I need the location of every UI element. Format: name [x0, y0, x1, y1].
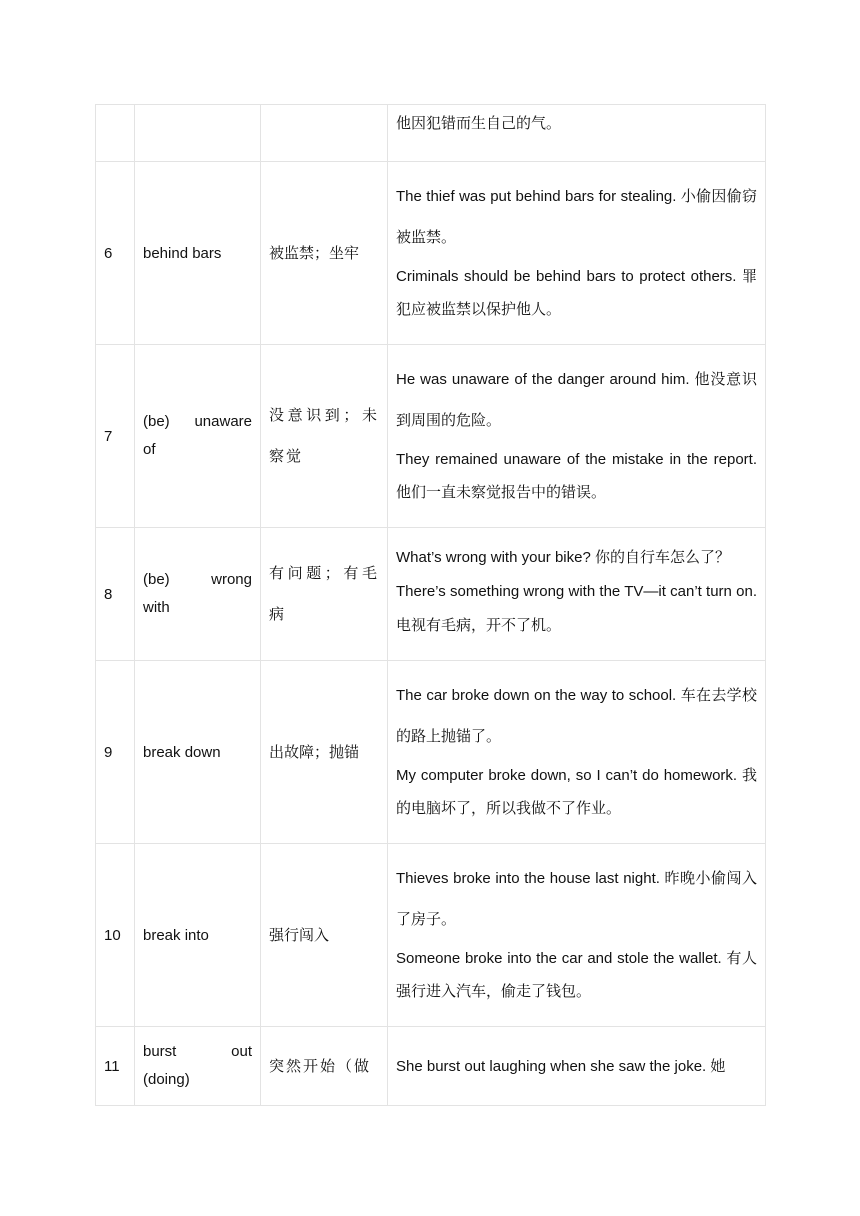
number-cell: 6	[96, 162, 135, 345]
table-row	[96, 528, 766, 661]
phrase-part: (be)	[143, 571, 170, 588]
phrase-part: out	[231, 1043, 252, 1060]
phrase-cell: break down	[135, 661, 261, 844]
meaning-cell	[261, 105, 388, 162]
phrase-cell: break into	[135, 844, 261, 1027]
example-sentence: He was unaware of the danger around him. 他没意识到周围的危险。	[396, 371, 757, 429]
example-sentence: Someone broke into the car and stole the wallet. 有人强行进入汽车，偷走了钱包。	[396, 950, 757, 1000]
example-sentence: There’s something wrong with the TV—it can’t turn on. 电视有毛病，开不了机。	[396, 583, 757, 634]
example-cell	[388, 661, 766, 844]
table-row	[96, 345, 766, 528]
meaning-cell: 突然开始（做	[261, 1027, 388, 1106]
example-cell	[388, 844, 766, 1027]
table-row	[96, 1027, 766, 1106]
number-cell: 8	[96, 528, 135, 661]
number-cell	[96, 105, 135, 162]
example-sentence: She burst out laughing when she saw the joke. 她	[396, 1057, 726, 1075]
example-cell	[388, 162, 766, 345]
phrase-part: wrong	[211, 571, 252, 588]
example-sentence: Criminals should be behind bars to protect others. 罪犯应被监禁以保护他人。	[396, 268, 757, 318]
number-cell: 9	[96, 661, 135, 844]
number-cell: 11	[96, 1027, 135, 1106]
example-cell	[388, 105, 766, 162]
phrase-cell	[135, 105, 261, 162]
example-cell	[388, 528, 766, 661]
phrase-part: of	[143, 441, 156, 458]
meaning-cell: 没意识到；未察觉	[261, 345, 388, 528]
table-row	[96, 661, 766, 844]
table-row	[96, 844, 766, 1027]
phrase-cell	[135, 1027, 261, 1106]
example-sentence: 他因犯错而生自己的气。	[396, 115, 562, 132]
example-cell	[388, 1027, 766, 1106]
meaning-cell: 有问题；有毛病	[261, 528, 388, 661]
table-row	[96, 105, 766, 162]
meaning-cell: 被监禁；坐牢	[261, 162, 388, 345]
phrase-part: with	[143, 599, 170, 616]
example-sentence: The car broke down on the way to school. 车在去学校的路上抛锚了。	[396, 687, 757, 745]
phrase-part: burst	[143, 1043, 177, 1060]
example-sentence: They remained unaware of the mistake in the report. 他们一直未察觉报告中的错误。	[396, 451, 757, 501]
example-sentence: Thieves broke into the house last night. 昨晚小偷闯入了房子。	[396, 870, 757, 928]
example-sentence: The thief was put behind bars for stealing. 小偷因偷窃被监禁。	[396, 188, 757, 246]
vocabulary-table	[95, 104, 766, 1106]
phrase-part: (doing)	[143, 1071, 190, 1088]
number-cell: 10	[96, 844, 135, 1027]
phrase-cell	[135, 345, 261, 528]
example-cell	[388, 345, 766, 528]
number-cell: 7	[96, 345, 135, 528]
example-sentence: What’s wrong with your bike? 你的自行车怎么了？	[396, 549, 730, 566]
phrase-cell: behind bars	[135, 162, 261, 345]
meaning-cell: 出故障；抛锚	[261, 661, 388, 844]
table-row	[96, 162, 766, 345]
phrase-part: (be)	[143, 413, 170, 430]
phrase-cell	[135, 528, 261, 661]
example-sentence: My computer broke down, so I can’t do homework. 我的电脑坏了，所以我做不了作业。	[396, 767, 757, 817]
meaning-cell: 强行闯入	[261, 844, 388, 1027]
phrase-part: unaware	[194, 413, 252, 430]
